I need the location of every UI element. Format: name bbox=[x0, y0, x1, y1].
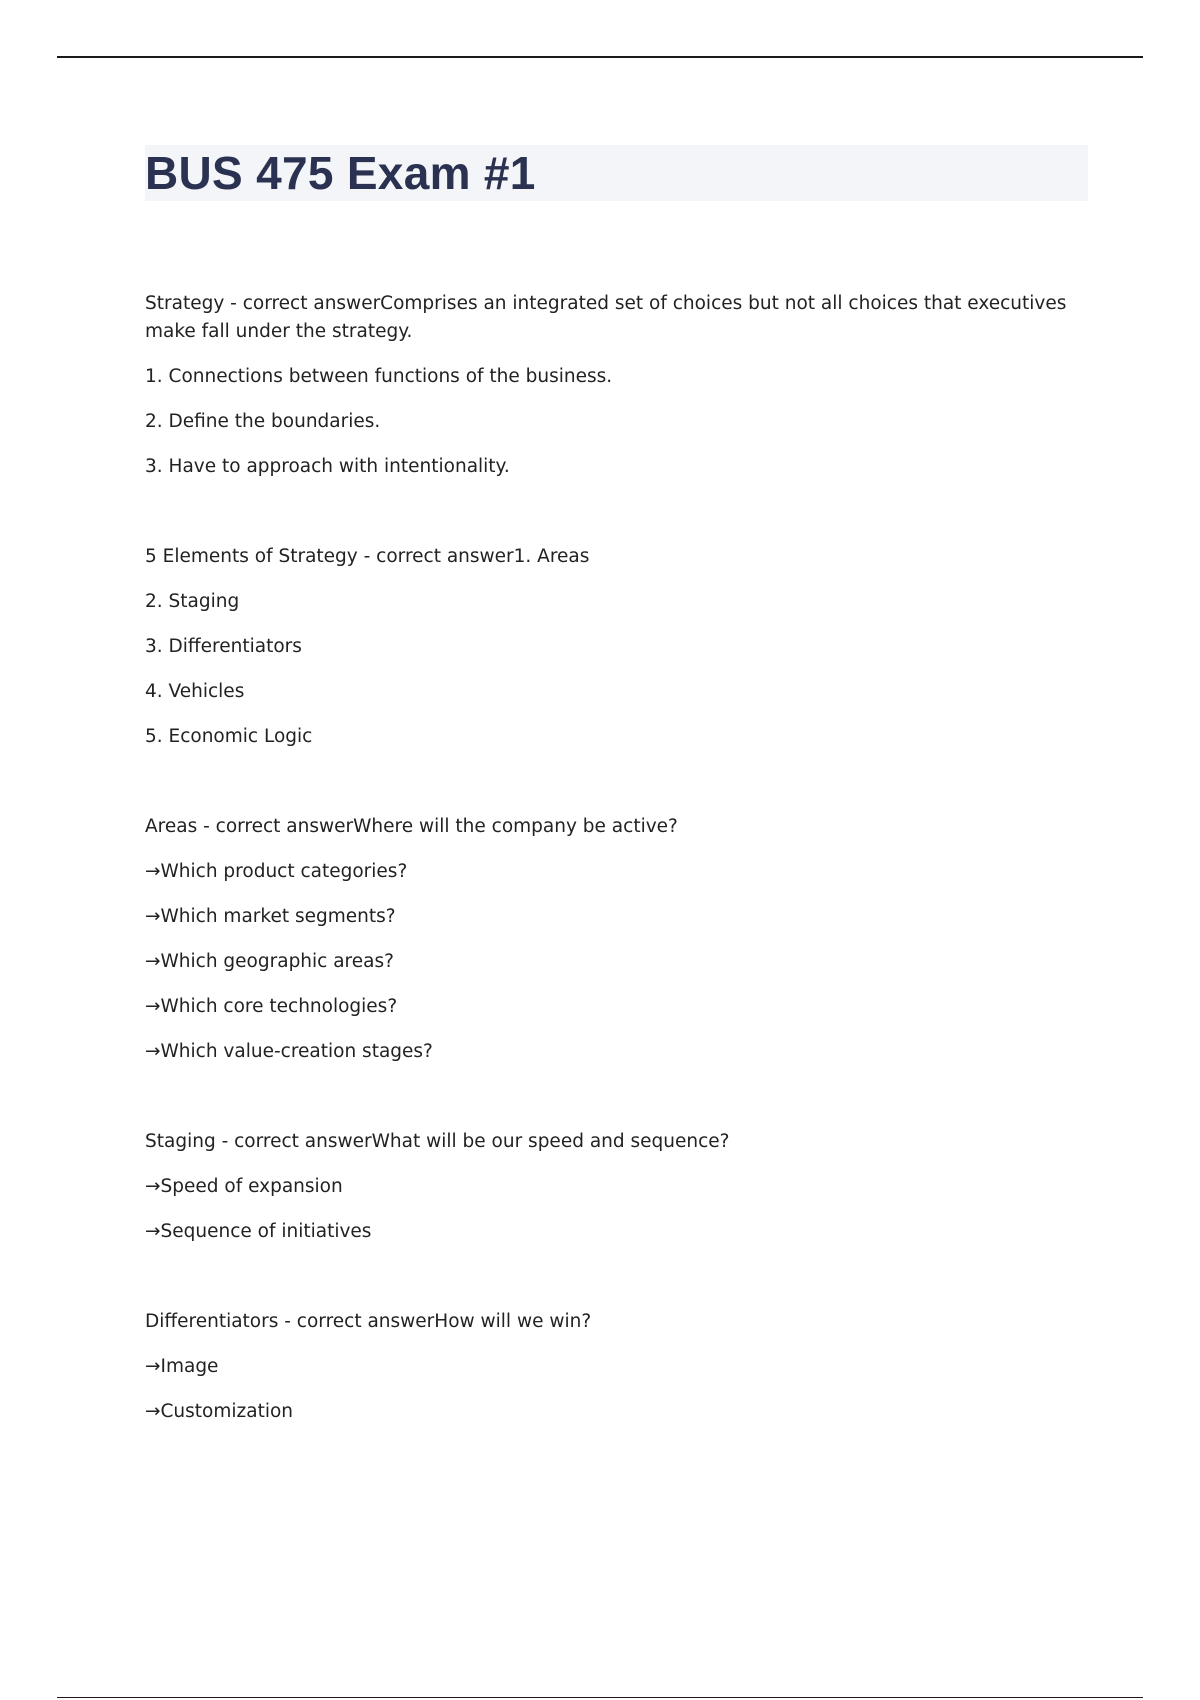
entry-line: →Which market segments? bbox=[145, 906, 396, 927]
entry-areas bbox=[145, 813, 1090, 1066]
entry-strategy bbox=[145, 290, 1090, 481]
entry-line: 4. Vehicles bbox=[145, 681, 245, 702]
entry-line: Differentiators - correct answerHow will we win? bbox=[145, 1311, 592, 1332]
entry-line: 2. Staging bbox=[145, 591, 240, 612]
entry-line: →Speed of expansion bbox=[145, 1176, 343, 1197]
entry-differentiators bbox=[145, 1308, 1090, 1426]
entry-line: →Image bbox=[145, 1356, 219, 1377]
entry-line: →Customization bbox=[145, 1401, 293, 1422]
entry-line: →Which core technologies? bbox=[145, 996, 398, 1017]
entry-line: Staging - correct answerWhat will be our speed and sequence? bbox=[145, 1131, 730, 1152]
entry-line: 1. Connections between functions of the business. bbox=[145, 366, 613, 387]
entry-line: 5 Elements of Strategy - correct answer1. Areas bbox=[145, 546, 590, 567]
bottom-rule bbox=[57, 1697, 1143, 1698]
entry-elements-of-strategy bbox=[145, 543, 1090, 751]
document-title: BUS 475 Exam #1 bbox=[145, 147, 536, 199]
entry-line: Areas - correct answerWhere will the company be active? bbox=[145, 816, 678, 837]
entry-line: →Which geographic areas? bbox=[145, 951, 394, 972]
entry-line: →Sequence of initiatives bbox=[145, 1221, 372, 1242]
top-rule bbox=[57, 56, 1143, 58]
entry-line: 5. Economic Logic bbox=[145, 726, 313, 747]
entry-line: 2. Define the boundaries. bbox=[145, 411, 381, 432]
entry-staging bbox=[145, 1128, 1090, 1246]
entry-line: Strategy - correct answerComprises an integrated set of choices but not all choices that executives make fall under the strategy. bbox=[145, 293, 1067, 342]
entry-line: →Which product categories? bbox=[145, 861, 408, 882]
entry-line: 3. Have to approach with intentionality. bbox=[145, 456, 510, 477]
document-body bbox=[145, 290, 1090, 1488]
entry-line: →Which value-creation stages? bbox=[145, 1041, 433, 1062]
entry-line: 3. Differentiators bbox=[145, 636, 302, 657]
